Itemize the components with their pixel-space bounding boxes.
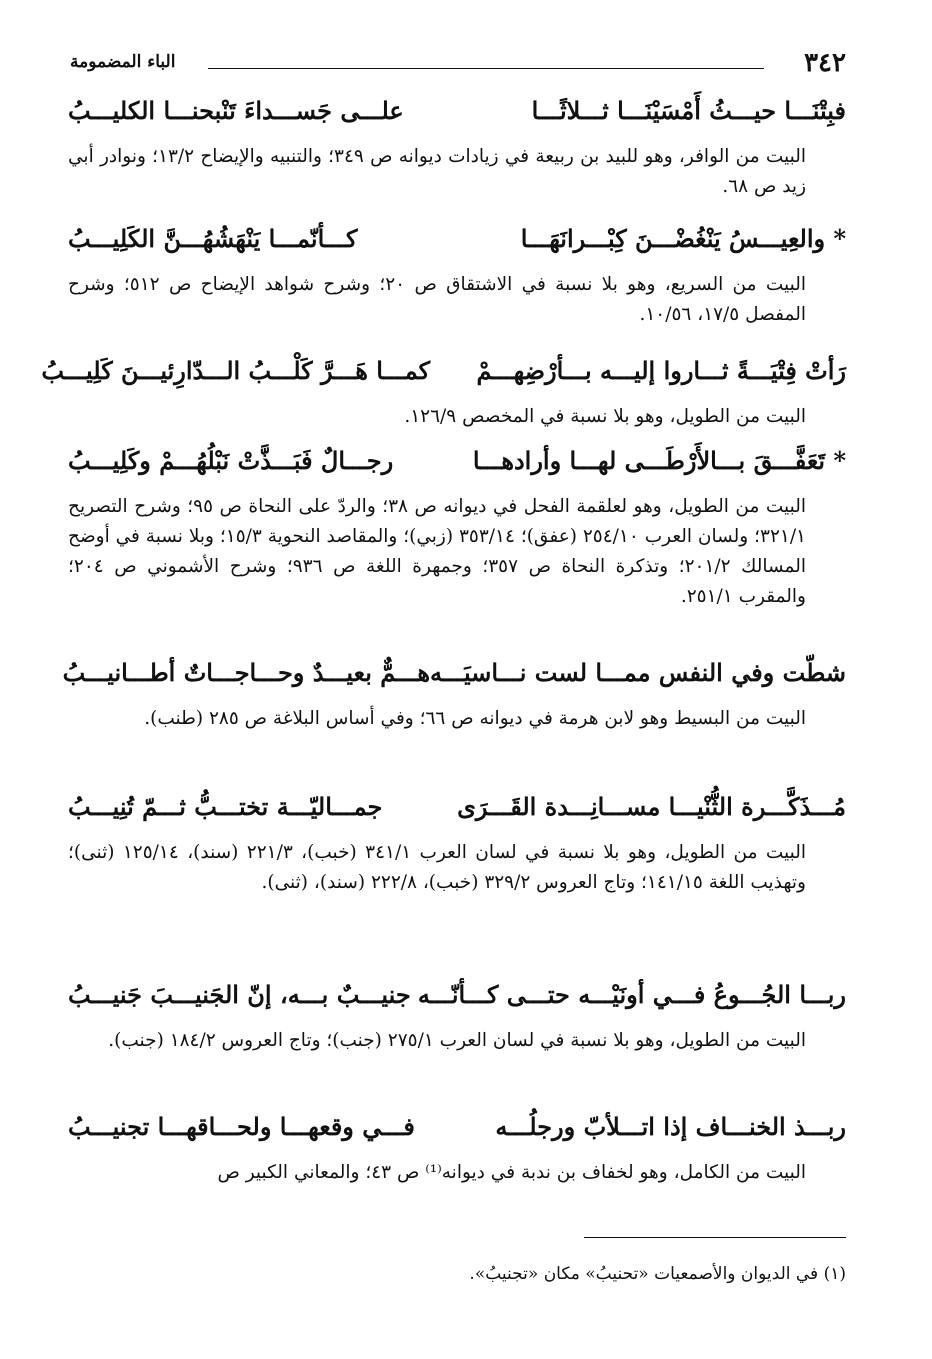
- section-title: الباء المضمومة: [70, 52, 176, 72]
- poem-entry: [68, 792, 846, 898]
- verse-line: [41, 356, 846, 396]
- verse-commentary: البيت من البسيط وهو لابن هرمة في ديوانه ص ٦٦؛ وفي أساس البلاغة ص ٢٨٥ (طنب).: [144, 708, 806, 729]
- verse-second-hemistich: كمـــا هَـــرَّ كَلْـــبُ الـــدّارِئيـــنَ كَلِيـــبُ: [41, 356, 430, 385]
- verse-first-hemistich: ربـــا الجُـــوعُ فـــي أونَيْـــه حتـــى كـــأنّـــه: [417, 980, 846, 1009]
- verse-first-hemistich: * تَعَفَّـــقَ بـــالأَرْطَـــى لهـــا وأرادهـــا: [472, 446, 846, 475]
- page-header: [70, 48, 846, 88]
- verse-commentary: البيت من الطويل، وهو بلا نسبة في المخصص ١٢٦/٩.: [404, 406, 806, 427]
- verse-second-hemistich: رجـــالٌ فَبَـــذَّتْ نَبْلُهُـــمْ وكَلِيـــبُ: [68, 446, 394, 475]
- verse-second-hemistich: كـــأنّمـــا يَنْهَشُهُـــنَّ الكَلِيـــبُ: [68, 224, 358, 253]
- footnote: (١) في الديوان والأصمعيات «تحنيبُ» مكان «تجنيبُ».: [469, 1264, 846, 1284]
- verse-line: [68, 1112, 846, 1152]
- poem-entry: [68, 980, 846, 1056]
- verse-line: [68, 224, 846, 264]
- verse-second-hemistich: جمـــاليّـــة تختـــبُّ ثـــمّ تُنِيـــبُ: [68, 792, 383, 821]
- verse-second-hemistich: علـــى جَســـداءَ تَنْبحنـــا الكليـــبُ: [68, 96, 404, 125]
- poem-entry: [41, 356, 846, 432]
- verse-second-hemistich: هـــمٌّ بعيـــدٌ وحـــاجـــاتٌ أطـــانيـــبُ: [62, 658, 430, 687]
- verse-line: [68, 446, 846, 486]
- verse-first-hemistich: * والعِيـــسُ يَنْغُضْـــنَ كِبْـــرانَهَـــا: [520, 224, 846, 253]
- verse-first-hemistich: ربـــذ الخنـــاف إذا اتـــلأبّ ورجلُـــه: [495, 1112, 846, 1141]
- verse-line: [68, 980, 846, 1020]
- verse-commentary: البيت من الطويل، وهو لعلقمة الفحل في ديوانه ص ٣٨؛ والردّ على النحاة ص ٩٥؛ وشرح التصريح ٣٢١/١؛ ولسان العرب ٢٥٤/١٠ (عفق)؛ ٣٥٣/١٤ (زبي)؛ والمقاصد النحوية ١٥/٣؛ وبلا نسبة في أوضح المسالك ٢٠١/٢؛ وتذكرة النحاة ص ٣٥٧؛ وجمهرة اللغة ص ٩٣٦؛ وشرح الأشموني ص ٢٠٤؛ والمقرب ٢٥١/١.: [68, 496, 806, 607]
- footnote-rule: [584, 1237, 846, 1238]
- verse-first-hemistich: مُـــذَكَّـــرة الثُّنْيـــا مســـانِـــدة القَـــرَى: [457, 792, 846, 821]
- verse-commentary: البيت من الكامل، وهو لخفاف بن ندبة في ديوانه⁽¹⁾ ص ٤٣؛ والمعاني الكبير ص: [217, 1162, 806, 1183]
- verse-second-hemistich: جنيـــبٌ بـــه، إنّ الجَنيـــبَ جَنيـــبُ: [68, 980, 411, 1009]
- verse-line: [68, 96, 846, 136]
- poem-entry: [68, 1112, 846, 1188]
- verse-commentary: البيت من الطويل، وهو بلا نسبة في لسان العرب ٣٤١/١ (خبب)، ٢٢١/٣ (سند)، ١٢٥/١٤ (ثنى)؛ وتهذيب اللغة ١٤١/١٥؛ وتاج العروس ٣٢٩/٢ (خبب)، ٢٢٢/٨ (سند)، (ثنى).: [68, 842, 806, 893]
- verse-first-hemistich: فبِتْنَـــا حيـــثُ أَمْسَيْنَـــا ثـــلاثًـــا: [531, 96, 846, 125]
- verse-first-hemistich: شطّت وفي النفس ممـــا لست نـــاسيَـــه: [430, 658, 846, 687]
- poem-entry: [68, 224, 846, 330]
- poem-entry: [62, 658, 846, 734]
- verse-line: [62, 658, 846, 698]
- verse-line: [68, 792, 846, 832]
- header-rule: [208, 68, 764, 69]
- poem-entry: [68, 96, 846, 202]
- verse-second-hemistich: فـــي وقعهـــا ولحـــاقهـــا تجنيـــبُ: [68, 1112, 415, 1141]
- verse-commentary: البيت من الطويل، وهو بلا نسبة في لسان العرب ٢٧٥/١ (جنب)؛ وتاج العروس ١٨٤/٢ (جنب).: [108, 1030, 806, 1051]
- verse-commentary: البيت من الوافر، وهو للبيد بن ربيعة في زيادات ديوانه ص ٣٤٩؛ والتنبيه والإيضاح ١٣/٢؛ ونوادر أبي زيد ص ٦٨.: [68, 146, 806, 197]
- verse-first-hemistich: رَأتْ فِتْيَـــةً ثـــاروا إليـــه بـــأرْضِهـــمْ: [476, 356, 846, 385]
- page-number: ٣٤٢: [804, 48, 846, 78]
- verse-commentary: البيت من السريع، وهو بلا نسبة في الاشتقاق ص ٢٠؛ وشرح شواهد الإيضاح ص ٥١٢؛ وشرح المفصل ١٧/٥، ١٠/٥٦.: [68, 274, 806, 325]
- poem-entry: [68, 446, 846, 612]
